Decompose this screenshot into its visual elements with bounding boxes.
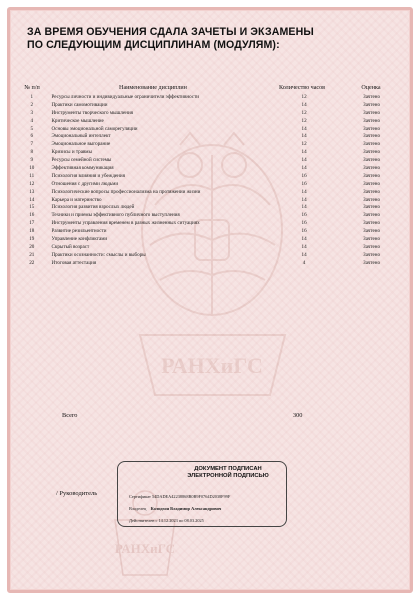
header-name: Наименование дисциплин [119, 84, 187, 91]
table-row [20, 164, 400, 172]
certificate-value: 54DADEA42238868B0B9F0764D2038F99F [151, 494, 231, 499]
row-number: 9 [30, 157, 34, 164]
discipline-name: Отношения с другими людьми [51, 180, 119, 187]
row-number: 12 [29, 180, 35, 187]
discipline-name: Развитие резильентности [51, 228, 107, 235]
discipline-name: Итоговая аттестация [51, 259, 97, 266]
discipline-grade: Зачтено [363, 196, 381, 203]
discipline-hours: 14 [301, 133, 307, 140]
page-title [27, 26, 314, 51]
discipline-name: Психология развития взрослых людей [51, 204, 135, 211]
discipline-name: Практики осознанности: смыслы и выборы [51, 251, 146, 258]
owner-label: Владелец [129, 506, 147, 511]
discipline-hours: 14 [301, 243, 307, 250]
discipline-grade: Зачтено [363, 204, 381, 211]
discipline-hours: 14 [301, 204, 307, 211]
discipline-name: Cкрытый возраст [51, 243, 90, 250]
stamp-certificate [129, 494, 230, 499]
table-row [20, 251, 400, 259]
discipline-hours: 14 [301, 164, 307, 171]
discipline-name: Практики самомотивации [51, 101, 108, 108]
discipline-hours: 12 [301, 141, 307, 148]
table-row [20, 227, 400, 235]
table-row [20, 243, 400, 251]
row-number: 7 [30, 141, 34, 148]
title-line-1: ЗА ВРЕМЯ ОБУЧЕНИЯ СДАЛА ЗАЧЕТЫ И ЭКЗАМЕНЫ [27, 26, 314, 38]
row-number: 15 [29, 204, 35, 211]
row-number: 16 [29, 212, 35, 219]
title-line-2: ПО СЛЕДУЮЩИМ ДИСЦИПЛИНАМ (МОДУЛЯМ): [27, 38, 280, 51]
discipline-name: Техники и приемы эффективного публичного выступления [51, 212, 180, 219]
discipline-hours: 16 [301, 180, 307, 187]
row-number: 17 [29, 220, 35, 227]
table-row [20, 259, 400, 267]
table-row [20, 219, 400, 227]
stamp-title-line-2: ЭЛЕКТРОННОЙ ПОДПИСЬЮ [187, 473, 269, 479]
discipline-hours: 12 [301, 109, 307, 116]
discipline-grade: Зачтено [363, 228, 381, 235]
row-number: 4 [30, 117, 34, 124]
discipline-hours: 14 [301, 251, 307, 258]
table-row [20, 156, 400, 164]
discipline-grade: Зачтено [363, 259, 381, 266]
header-hours: Количество часов [278, 84, 326, 91]
discipline-hours: 14 [301, 101, 307, 108]
discipline-grade: Зачтено [363, 188, 381, 195]
discipline-hours: 14 [301, 235, 307, 242]
discipline-hours: 14 [301, 157, 307, 164]
table-row [20, 203, 400, 211]
table-row [20, 93, 400, 101]
discipline-grade: Зачтено [363, 172, 381, 179]
table-row [20, 172, 400, 180]
disciplines-table [20, 82, 400, 267]
discipline-name: Критическое мышление [51, 117, 104, 124]
discipline-grade: Зачтено [363, 157, 381, 164]
discipline-hours: 16 [301, 212, 307, 219]
row-number: 21 [29, 251, 35, 258]
row-number: 18 [29, 228, 35, 235]
row-number: 19 [29, 235, 35, 242]
discipline-grade: Зачтено [363, 141, 381, 148]
stamp-validity: Действителен с 14.12.2023 по 08.03.2025 [129, 518, 204, 523]
discipline-grade: Зачтено [363, 117, 381, 124]
discipline-hours: 16 [301, 228, 307, 235]
row-number: 14 [29, 196, 35, 203]
svg-text:РАНХиГС: РАНХиГС [161, 353, 263, 378]
table-row [20, 117, 400, 125]
table-row [20, 101, 400, 109]
discipline-name: Основы эмоциональной саморегуляции [51, 125, 138, 132]
row-number: 5 [30, 125, 34, 132]
table-row [20, 148, 400, 156]
discipline-grade: Зачтено [363, 212, 381, 219]
discipline-grade: Зачтено [363, 109, 381, 116]
discipline-grade: Зачтено [363, 101, 381, 108]
discipline-grade: Зачтено [363, 251, 381, 258]
header-grade: Оценка [361, 84, 381, 91]
discipline-hours: 4 [302, 259, 306, 266]
table-row [20, 109, 400, 117]
e-signature-stamp [117, 461, 287, 527]
certificate-label: Сертификат [129, 494, 151, 499]
row-number: 6 [30, 133, 34, 140]
discipline-name: Эмоциональный интеллект [51, 133, 111, 140]
row-number: 11 [29, 172, 35, 179]
discipline-grade: Зачтено [363, 180, 381, 187]
discipline-grade: Зачтено [363, 125, 381, 132]
row-number: 22 [29, 259, 35, 266]
total-hours: 300 [293, 412, 303, 419]
discipline-grade: Зачтено [363, 164, 381, 171]
table-row [20, 196, 400, 204]
row-number: 8 [30, 149, 34, 156]
discipline-name: Управление конфликтами [51, 235, 108, 242]
discipline-name: Ресурсы семейной системы [51, 157, 112, 164]
row-number: 20 [29, 243, 35, 250]
discipline-name: Эмоциональное выгорание [51, 141, 111, 148]
table-row [20, 235, 400, 243]
discipline-name: Карьера и материнство [51, 196, 102, 203]
head-signature-label: / Руководитель [56, 490, 98, 497]
row-number: 3 [30, 109, 34, 116]
discipline-grade: Зачтено [363, 93, 381, 100]
row-number: 13 [29, 188, 35, 195]
table-row [20, 132, 400, 140]
discipline-hours: 14 [301, 196, 307, 203]
total-label: Всего [62, 412, 78, 419]
discipline-hours: 16 [301, 220, 307, 227]
svg-text:РАНХиГС: РАНХиГС [114, 541, 176, 556]
discipline-grade: Зачтено [363, 235, 381, 242]
row-number: 10 [29, 164, 35, 171]
stamp-owner [129, 506, 221, 511]
discipline-hours: 16 [301, 172, 307, 179]
discipline-hours: 12 [301, 117, 307, 124]
discipline-name: Инструменты творческого мышления [51, 109, 134, 116]
stamp-title-line-1: ДОКУМЕНТ ПОДПИСАН [194, 466, 262, 472]
discipline-hours: 14 [301, 149, 307, 156]
table-row [20, 211, 400, 219]
discipline-grade: Зачтено [363, 133, 381, 140]
discipline-hours: 12 [301, 93, 307, 100]
discipline-grade: Зачтено [363, 220, 381, 227]
table-row [20, 140, 400, 148]
discipline-name: Эффективная коммуникация [51, 164, 114, 171]
table-row [20, 188, 400, 196]
header-num: № п/п [24, 84, 40, 91]
table-row [20, 125, 400, 133]
row-number: 1 [30, 93, 34, 100]
discipline-grade: Зачтено [363, 149, 381, 156]
discipline-name: Кризисы и травмы [51, 149, 92, 156]
discipline-name: Психология влияния и убеждения [51, 172, 125, 179]
row-number: 2 [30, 101, 34, 108]
discipline-name: Ресурсы личности и индивидуальные ограничители эффективности [51, 93, 200, 100]
discipline-grade: Зачтено [363, 243, 381, 250]
table-body [20, 93, 400, 267]
stamp-title [178, 466, 278, 480]
discipline-name: Психологические вопросы профессионализма на протяжении жизни [51, 188, 201, 195]
discipline-name: Инструменты управления временем в разных жизненных ситуациях [51, 220, 200, 227]
discipline-hours: 14 [301, 125, 307, 132]
table-row [20, 180, 400, 188]
discipline-hours: 14 [301, 188, 307, 195]
owner-value: Колидзон Владимир Александрович [150, 506, 222, 511]
table-header [20, 82, 400, 93]
